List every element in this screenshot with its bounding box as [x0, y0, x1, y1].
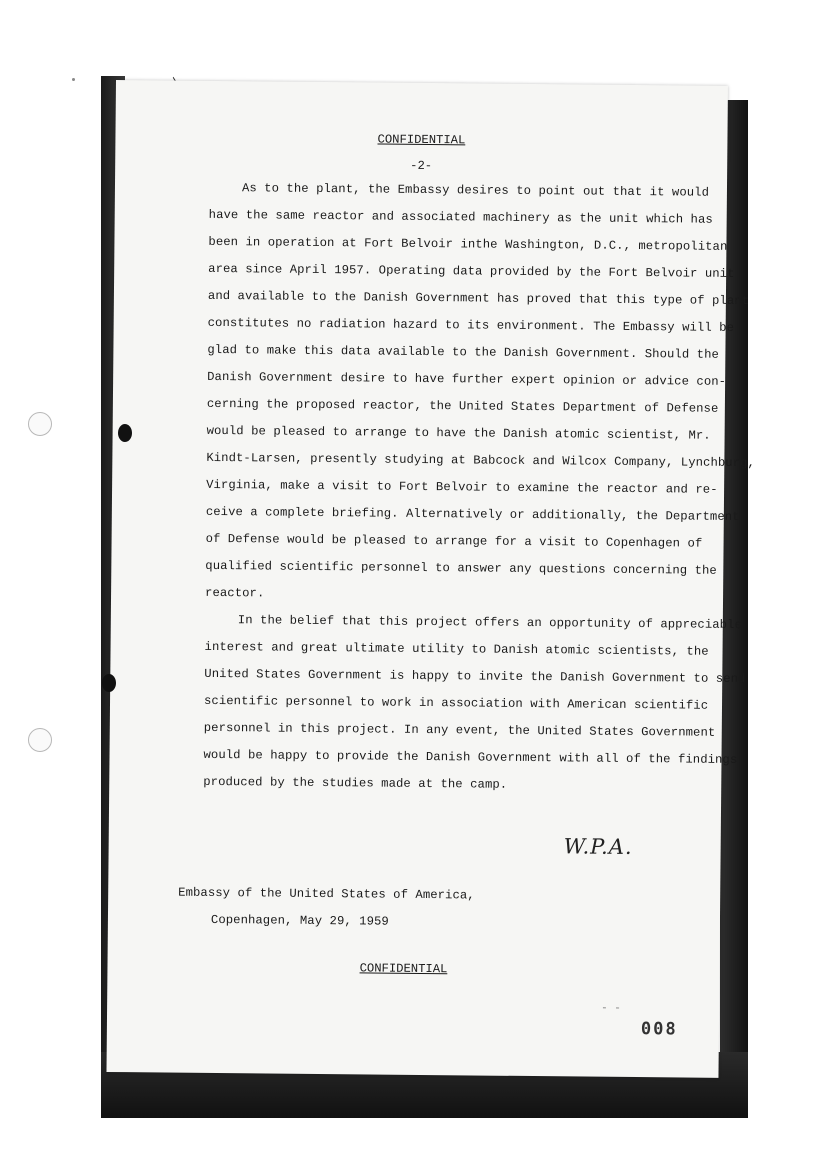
classification-bottom: CONFIDENTIAL	[359, 961, 448, 977]
body-line: United States Government is happy to invite the Danish Government to send	[204, 666, 746, 687]
page-number: -2-	[410, 158, 433, 174]
body-line: Kindt-Larsen, presently studying at Babcock and Wilcox Company, Lynchburg,	[206, 450, 756, 471]
body-line: would be happy to provide the Danish Government with all of the findings	[203, 747, 738, 767]
body-line: glad to make this data available to the Danish Government. Should the	[207, 342, 720, 362]
punch-hole-bottom	[28, 728, 52, 752]
body-line: scientific personnel to work in association with American scientific	[203, 693, 709, 713]
page-code: 008	[640, 1019, 678, 1040]
body-line: interest and great ultimate utility to Danish atomic scientists, the	[204, 639, 709, 659]
body-line: area since April 1957. Operating data provided by the Fort Belvoir unit	[208, 261, 735, 281]
dust-speck	[72, 78, 75, 81]
body-line: personnel in this project. In any event, the United States Government	[203, 720, 716, 740]
body-line: of Defense would be pleased to arrange for a visit to Copenhagen of	[205, 531, 703, 551]
binder-clip-bottom	[102, 674, 116, 692]
body-line: cerning the proposed reactor, the United States Department of Defense	[206, 396, 719, 416]
body-line: Virginia, make a visit to Fort Belvoir to examine the reactor and re-	[206, 477, 718, 497]
punch-hole-top	[28, 412, 52, 436]
closing-line-2: Copenhagen, May 29, 1959	[210, 912, 389, 929]
body-line: In the belief that this project offers an opportunity of appreciable	[237, 613, 743, 633]
body-line: As to the plant, the Embassy desires to point out that it would	[241, 181, 710, 200]
body-line: been in operation at Fort Belvoir inthe Washington, D.C., metropolitan	[208, 234, 728, 254]
body-line: produced by the studies made at the camp.	[203, 774, 508, 792]
body-line: and available to the Danish Government has proved that this type of plant	[207, 288, 750, 309]
body-line: reactor.	[205, 585, 265, 601]
body-line: would be pleased to arrange to have the Danish atomic scientist, Mr.	[206, 423, 711, 443]
dash-mark: - -	[601, 1002, 621, 1015]
body-line: constitutes no radiation hazard to its environment. The Embassy will be	[207, 315, 735, 335]
body-line: ceive a complete briefing. Alternatively or additionally, the Department	[205, 504, 740, 525]
body-line: qualified scientific personnel to answer any questions concerning the	[205, 558, 717, 578]
closing-line-1: Embassy of the United States of America,	[178, 885, 475, 903]
body-line: have the same reactor and associated machinery as the unit which has	[208, 207, 713, 227]
binder-clip-top	[118, 424, 132, 442]
classification-top: CONFIDENTIAL	[377, 132, 466, 148]
handwritten-initials: W.P.A.	[563, 834, 633, 859]
document-page	[106, 80, 756, 1078]
body-line: Danish Government desire to have further expert opinion or advice con-	[207, 369, 727, 389]
